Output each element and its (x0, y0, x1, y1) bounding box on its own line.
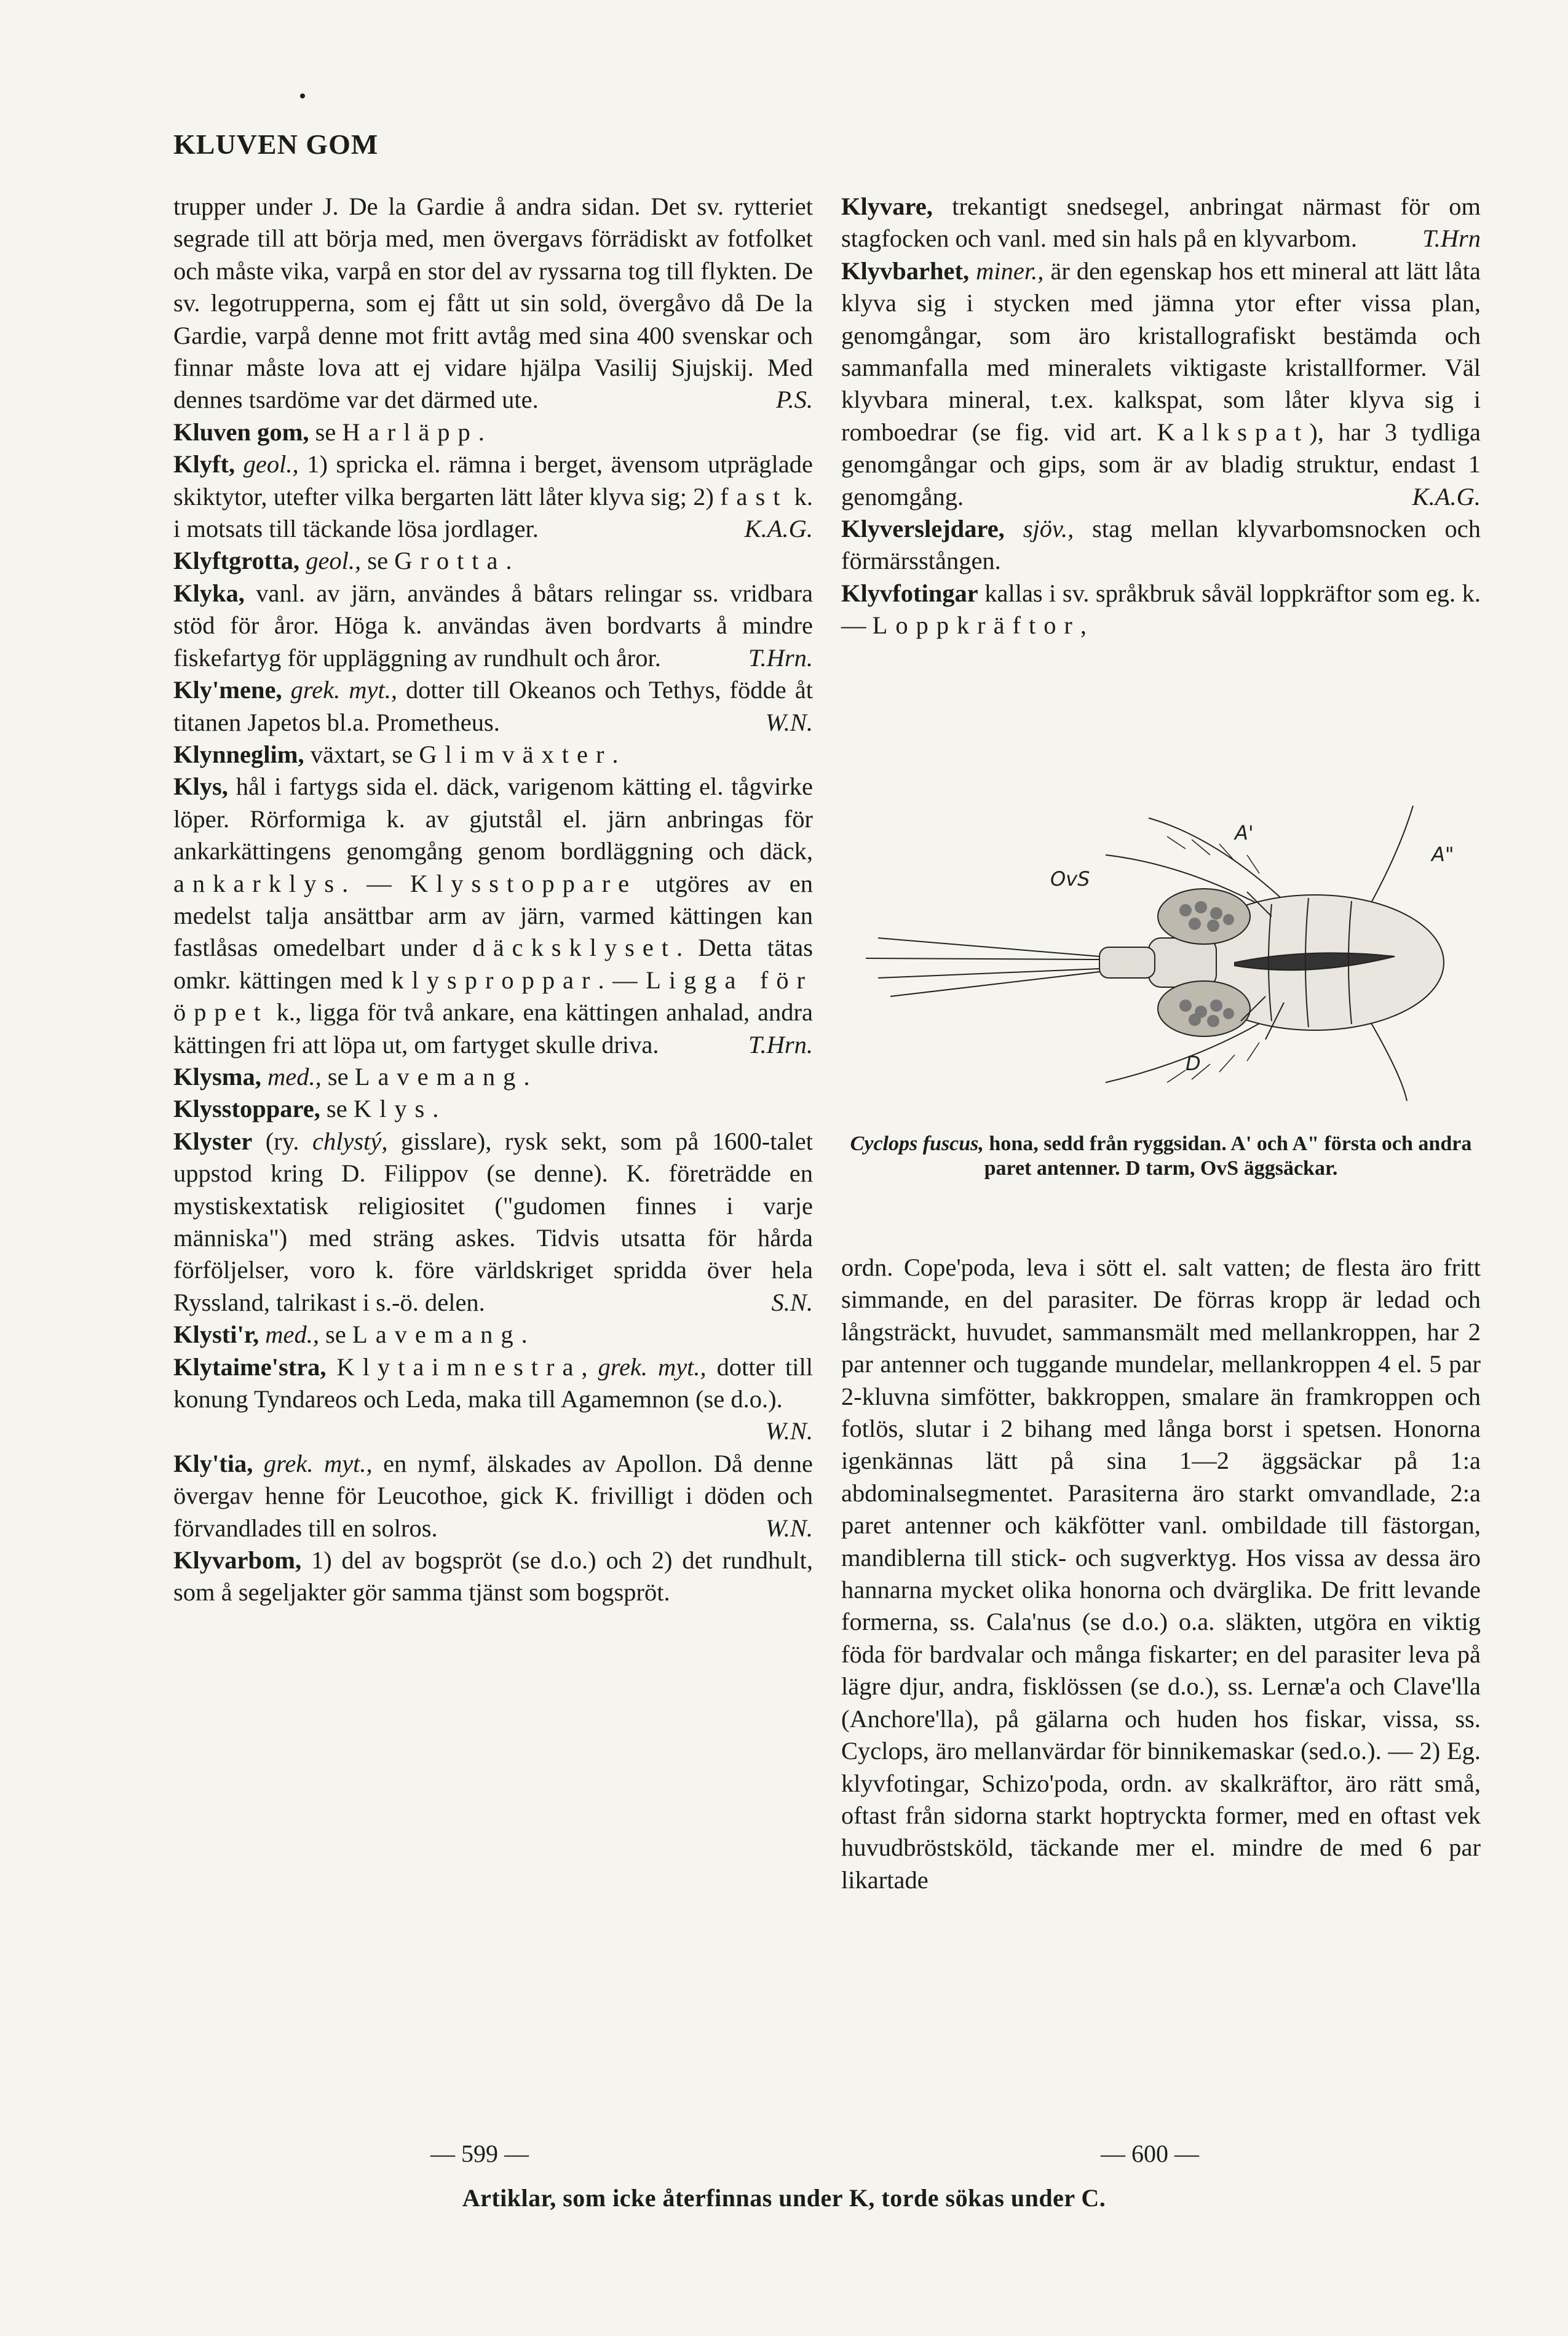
entry-author: S.N. (771, 1288, 813, 1316)
dictionary-entry (173, 416, 813, 448)
entry-spaced-ref: Klys (353, 1095, 433, 1123)
entry-headword: Klysti'r, (173, 1321, 259, 1349)
entry-text: trupper under J. De la Gardie å andra sidan. Det sv. rytteriet segrade till att börja med, men övergavs förrädiskt av fotfolket och måste vika, varpå en stor del av ryssarna tog till flykten. De sv. legotrupperna, som ej fått ut sin sold, övergåvo då De la Gardie, varpå denne mot fritt avtåg med sina 400 svenskar och finnar måste lova att ej vidare hjälpa Vasilij Sjujskij. Med dennes tsardöme var det därmed ute. (173, 193, 813, 414)
entry-text: dotter till konung Tyndareos och Leda, maka till Agamemnon (se d.o.). (173, 1353, 814, 1413)
figure-caption (841, 1132, 1481, 1181)
entry-text: grek. myt., (598, 1353, 707, 1381)
label-d: D (1186, 1052, 1201, 1075)
entry-spaced-ref: däcksklyset (472, 934, 677, 962)
right-column-top (841, 191, 1481, 642)
entry-text: . (478, 418, 485, 446)
entry-text: . — (598, 966, 646, 994)
entry-headword: Kly'mene, (173, 676, 282, 704)
entry-author: T.Hrn. (748, 1030, 813, 1059)
entry-headword: Klysma, (173, 1062, 261, 1091)
dictionary-entry (173, 1319, 813, 1351)
entry-headword: Klyvfotingar (841, 579, 978, 607)
entry-headword: Kly'tia, (173, 1449, 253, 1477)
dictionary-entry (841, 578, 1481, 642)
caption-text: hona, sedd från ryggsidan. A' och A" första och andra paret antenner. D tarm, OvS äggsäckar. (983, 1132, 1472, 1180)
entry-text: gisslare), rysk sekt, som på 1600-talet uppstod kring D. Filippov (se denne). K. företrädde en mystiskextatisk religiositet ("gudomen finnes i varje människa") med sträng askes. Tidvis utsatta för hårda förföljelser, voro k. före världskriget spridda över hela Ryssland, talrikast i s.-ö. delen. (173, 1127, 814, 1316)
dictionary-entry (173, 1544, 813, 1609)
entry-author: T.Hrn (1422, 224, 1481, 253)
entry-headword: Klynneglim, (173, 740, 304, 768)
entry-text: växtart, se (304, 740, 419, 768)
entry-text: vanl. av järn, användes å båtars relingar ss. vridbara stöd för åror. Höga k. användas även bordvarts å mindre fiskefartyg för uppläggning av rundhult och åror. (173, 579, 813, 672)
entry-author: K.A.G. (744, 515, 813, 543)
dictionary-entry (173, 448, 813, 545)
label-a1: A' (1235, 821, 1254, 844)
entry-headword: Klysstoppare, (173, 1095, 320, 1123)
entry-text: (ry. (252, 1127, 312, 1155)
page-header: KLUVEN GOM (173, 129, 379, 160)
entry-text: k. i motsats till täckande lösa jordlager. (173, 482, 814, 543)
entry-headword: Klyft, (173, 450, 236, 479)
entry-text: , (1080, 611, 1087, 640)
entry-text: stag mellan klyvarbomsnocken och förmärsstången. (841, 515, 1481, 575)
entry-spaced-ref: Kalkspat (1157, 418, 1310, 446)
entry-text (327, 1353, 337, 1381)
ink-dot (300, 93, 305, 98)
entry-text: trekantigt snedsegel, anbringat närmast för om stagfocken och vanl. med sin hals på en klyvarbom. (841, 193, 1481, 253)
label-ovs: OvS (1050, 867, 1090, 891)
dictionary-entry (173, 739, 813, 771)
entry-text: . (505, 547, 512, 575)
caption-species: Cyclops fuscus, (850, 1132, 984, 1155)
dictionary-entry (173, 1093, 813, 1125)
entry-text: geol., (299, 547, 362, 575)
entry-author: K.A.G. (1412, 482, 1481, 511)
cyclops-illustration (841, 793, 1481, 1113)
entry-spaced-ref: Glimväxter (419, 740, 612, 768)
entry-headword: Klyverslejdare, (841, 515, 1005, 543)
entry-spaced-ref: Lavemang (354, 1062, 524, 1091)
entry-text: sjöv., (1004, 515, 1074, 543)
entry-text: dotter till Okeanos och Tethys, födde åt titanen Japetos bl.a. Prometheus. (173, 676, 813, 736)
entry-spaced-ref: Lavemang (352, 1321, 521, 1349)
entry-spaced-ref: Klysstoppare (410, 869, 638, 897)
entry-text: . (521, 1321, 528, 1349)
entry-headword: Klyvbarhet, (841, 256, 970, 285)
dictionary-entry (173, 1448, 813, 1544)
entry-author: W.N. (765, 1514, 813, 1542)
entry-spaced-ref: ankarklys (173, 869, 343, 897)
entry-headword: Klyka, (173, 579, 245, 607)
entry-text: med., (261, 1062, 322, 1091)
entry-headword: Kluven gom, (173, 418, 309, 446)
dictionary-entry (173, 674, 813, 739)
entry-text: miner., (969, 256, 1044, 285)
entry-text: , (581, 1353, 598, 1381)
right-column-bottom (841, 1252, 1481, 1896)
entry-spaced-ref: Loppkräftor (872, 611, 1080, 640)
entry-text: en nymf, älskades av Apollon. Då denne övergav henne för Leucothoe, gick K. frivilligt i döden och förvandlades till en solros. (173, 1449, 813, 1542)
entry-text: 1) del av bogspröt (se d.o.) och 2) det rundhult, som å segeljakter gör samma tjänst som bogspröt. (173, 1546, 813, 1607)
entry-text: se (309, 418, 343, 446)
entry-text: med., (259, 1321, 319, 1349)
entry-headword: Klyftgrotta, (173, 547, 300, 575)
entry-text: se (321, 1062, 355, 1091)
entry-text: se (361, 547, 395, 575)
dictionary-entry (841, 191, 1481, 255)
entry-text: chlystý, (312, 1127, 388, 1155)
entry-spaced-ref: Klytaimnestra (336, 1353, 582, 1381)
dictionary-entry (173, 545, 813, 577)
dictionary-entry (841, 255, 1481, 513)
footer-note: Artiklar, som icke återfinnas under K, torde sökas under C. (462, 2184, 1106, 2212)
entry-headword: Klys, (173, 773, 228, 801)
entry-headword: Klyvarbom, (173, 1546, 302, 1575)
dictionary-entry (841, 513, 1481, 578)
entry-spaced-ref: Ligga för öppet (173, 966, 813, 1027)
entry-author: W.N. (765, 1417, 813, 1445)
entry-text: . — (342, 869, 410, 897)
dictionary-entry (173, 578, 813, 674)
dictionary-entry (173, 771, 813, 1061)
entry-text: geol., (235, 450, 299, 479)
dictionary-entry (173, 1351, 813, 1448)
page-number-left: — 599 — (430, 2140, 529, 2167)
entry-headword: Klyvare, (841, 193, 933, 220)
entry-text: ), har 3 tydliga genomgångar och gips, som är av bladig struktur, endast 1 genomgång. (841, 418, 1481, 511)
page-number-right: — 600 — (1101, 2140, 1199, 2167)
entry-text: utgöres av en medelst talja ansättbar arm av järn, varmed kättingen kan fastlåsas omedelbart under (173, 869, 814, 962)
entry-spaced-ref: fast (720, 482, 788, 511)
entry-text: se (320, 1095, 354, 1123)
entry-text: hål i fartygs sida el. däck, varigenom kätting el. tågvirke löper. Rörformiga k. av gjutstål el. järn anbringas för ankarkättingens genomgång genom bordläggning och däck, (173, 773, 813, 865)
entry-author: P.S. (775, 386, 813, 414)
entry-text: 1) spricka el. rämna i berget, ävensom utpräglade skiktytor, utefter vilka bergarten lätt låter klyva sig; 2) (173, 450, 813, 511)
entry-text: . Detta tätas omkr. kättingen med (173, 934, 813, 994)
copepoda-paragraph: ordn. Cope'poda, leva i sött el. salt vatten; de flesta äro fritt simmande, en del parasiter. De förras kropp är ledad och långsträckt, huvudet, sammansmält med mellankroppen, har 2 par antenner och tuggande mundelar, mellankroppen 4 el. 5 par 2-kluvna simfötter, bakkroppen, smalare än framkroppen och fotlös, slutar i 2 bihang med långa borst i spetsen. Honorna igenkännas lätt på sina 1—2 äggsäckar på 1:a abdominalsegmentet. Parasiterna äro starkt omvandlade, 2:a paret antenner och käkfötter vanl. ombildade till fästorgan, mandiblerna till stick- och sugverktyg. Hos vissa av dessa äro hannarna mycket olika honorna och dvärglika. De fritt levande formerna, ss. Cala'nus (se d.o.) o.a. släkten, utgöra en viktig föda för bardvalar och många fiskarter; en del parasiter leva på lägre djur, andra, fisklössen (se d.o.), ss. Lernæ'a och Clave'lla (Anchore'lla), på gälarna och huden hos fiskar, vissa, ss. Cyclops, äro mellanvärdar för binnikemaskar (sed.o.). — 2) Eg. klyvfotingar, Schizo'poda, ordn. av skalkräftor, äro rätt små, oftast från sidorna starkt hoptryckta former, med en oftast vek huvudbröstsköld, täckande mer el. mindre de med 6 par likartade (841, 1253, 1481, 1894)
entry-author: T.Hrn. (748, 643, 813, 672)
entry-headword: Klyster (173, 1127, 253, 1155)
entry-text: är den egenskap hos ett mineral att lätt låta klyva sig i stycken med jämna ytor efter vissa plan, genomgångar, som äro kristallografiskt bestämda och sammanfalla med mineralets viktigaste kristallformer. Väl klyvbara mineral, t.ex. kalkspat, som låter klyva sig i romboedrar (se fig. vid art. (841, 256, 1481, 446)
entry-text: . (612, 740, 619, 768)
entry-text: k., ligga för två ankare, ena kättingen anhalad, andra kättingen fri att löpa ut, om fartyget skulle driva. (173, 998, 813, 1059)
entry-text: . (432, 1095, 439, 1123)
dictionary-entry (173, 1126, 813, 1319)
entry-text: . (523, 1062, 530, 1091)
entry-spaced-ref: Grotta (394, 547, 506, 575)
entry-text: kallas i sv. språkbruk såväl loppkräftor som eg. k. — (841, 579, 1481, 640)
left-column (173, 191, 813, 1609)
label-a2: A" (1431, 843, 1454, 866)
dictionary-entry (173, 1061, 813, 1093)
entry-spaced-ref: klysproppar (391, 966, 598, 994)
entry-headword: Klytaime'stra, (173, 1353, 327, 1381)
entry-text: se (319, 1321, 352, 1349)
entry-text: grek. myt., (253, 1449, 373, 1477)
entry-spaced-ref: Harläpp (342, 418, 478, 446)
dictionary-entry (173, 191, 813, 416)
entry-text: grek. myt., (282, 676, 397, 704)
entry-author: W.N. (765, 708, 813, 736)
